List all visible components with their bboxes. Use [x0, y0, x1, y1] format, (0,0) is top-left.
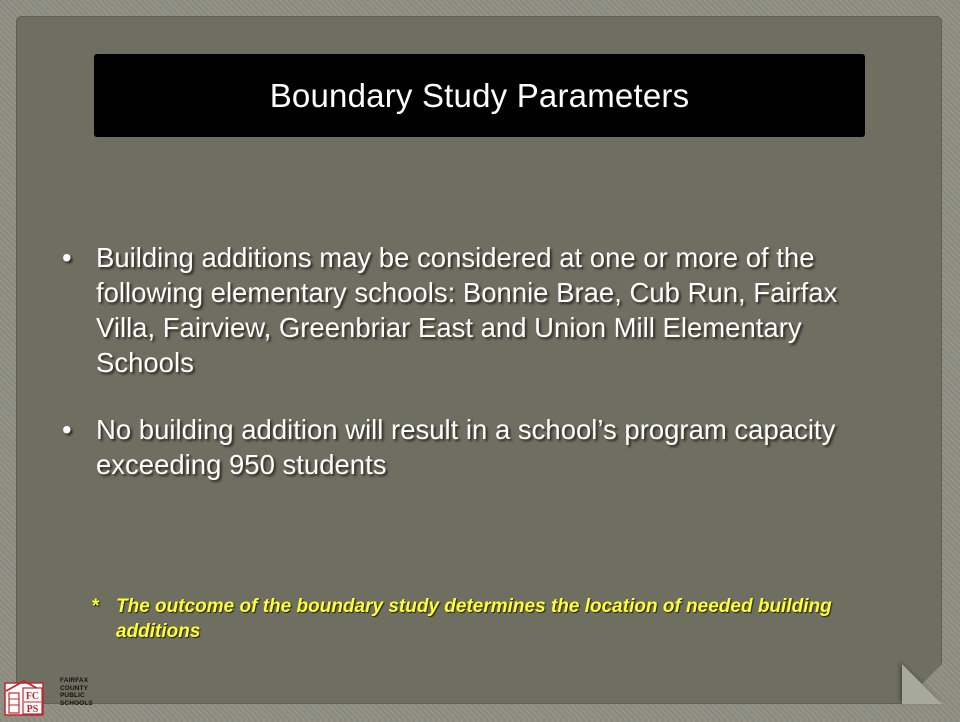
bullet-text: Building additions may be considered at one or more of the following elementary schools: Bonnie Brae, Cub Run, Fairfax Villa, Fairview, Greenbriar East and Union Mill Elementary Schools [96, 242, 838, 378]
svg-text:FC: FC [25, 691, 40, 702]
page-curl-corner [902, 664, 942, 704]
slide-title: Boundary Study Parameters [269, 76, 690, 114]
logo-wordmark: FAIRFAX COUNTY PUBLIC SCHOOLS [60, 677, 93, 707]
footnote-text: The outcome of the boundary study determines the location of needed building additions [116, 596, 832, 642]
bullet-text: No building addition will result in a school’s program capacity exceeding 950 students [96, 414, 836, 480]
bullet-list [62, 240, 882, 514]
footnote [92, 594, 882, 644]
footnote-marker: * [92, 596, 100, 617]
title-bar [94, 54, 865, 137]
schoolhouse-logo-icon [4, 675, 60, 717]
bullet-item [62, 240, 882, 380]
svg-text:PS: PS [26, 704, 39, 715]
fcps-logo [4, 675, 94, 717]
bullet-marker: • [62, 242, 72, 273]
bullet-item [62, 412, 882, 482]
bullet-marker: • [62, 414, 72, 445]
